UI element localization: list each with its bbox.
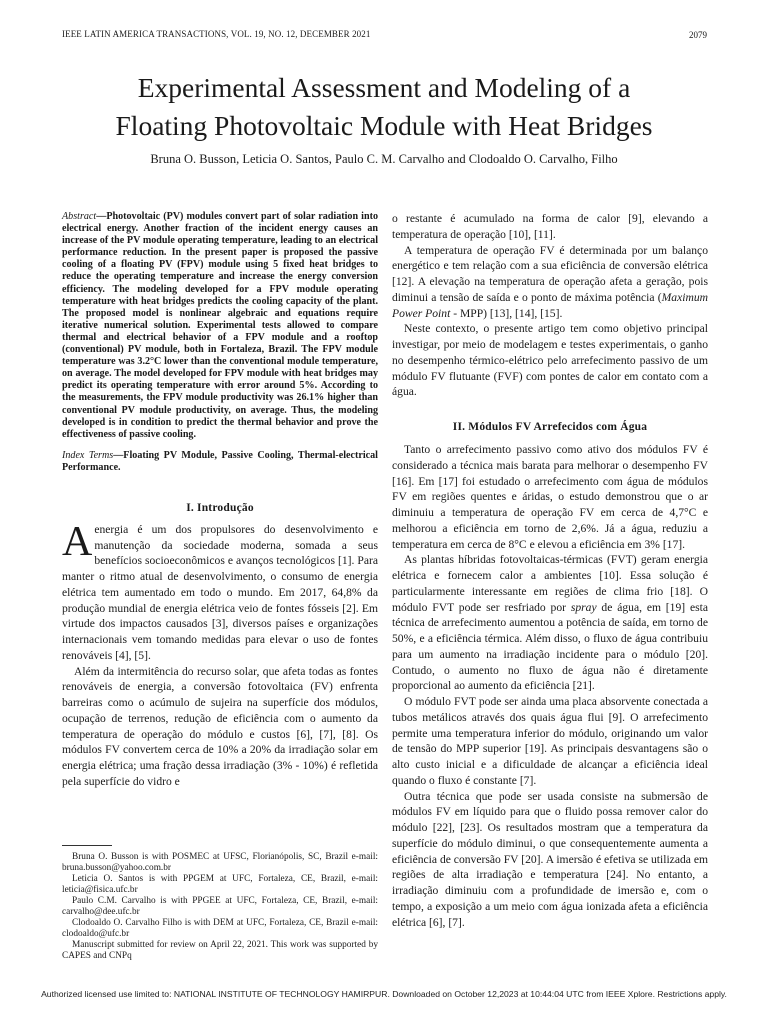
- paragraph-operating-temperature: [392, 243, 708, 322]
- section-heading-water-cooled: II. Módulos FV Arrefecidos com Água: [452, 421, 648, 433]
- paragraph-operating-temperature-em: Maximum Power Point: [392, 290, 708, 320]
- abstract: [62, 211, 378, 441]
- title-line-1: Experimental Assessment and Modeling of a: [137, 72, 631, 103]
- paragraph-operating-temperature-b: - MPP) [13], [14], [15].: [450, 306, 563, 320]
- author-list: Bruna O. Busson, Leticia O. Santos, Paulo C. M. Carvalho and Clodoaldo O. Carvalho, Filho: [150, 152, 618, 166]
- section2-paragraph-2-em: spray: [570, 600, 597, 614]
- paragraph-operating-temperature-a: A temperatura de operação FV é determinada por um balanço energético e tem relação com a sua eficiência de conversão elétrica [12]. A elevação na temperatura de operação afeta a geração, pois diminui a tensão de saída e o ponto de máxima potência (: [392, 243, 708, 304]
- license-notice: Authorized licensed use limited to: NATIONAL INSTITUTE OF TECHNOLOGY HAMIRPUR. Downloaded on October 12,2023 at 10:44:04 UTC from IEEE Xplore. Restrictions apply.: [41, 989, 727, 999]
- section-heading-introduction: I. Introdução: [186, 501, 254, 514]
- left-column: [62, 211, 378, 790]
- footnote-divider: [62, 845, 112, 846]
- abstract-label: Abstract: [62, 211, 97, 222]
- index-terms-label: Index Terms: [62, 449, 114, 461]
- page-number: 2079: [689, 30, 707, 40]
- section2-paragraph-2: [392, 552, 708, 694]
- paragraph-continuation: o restante é acumulado na forma de calor [9], elevando a temperatura de operação [10], [11].: [392, 212, 708, 241]
- index-terms-text: —Floating PV Module, Passive Cooling, Thermal-electrical Performance.: [62, 449, 378, 473]
- abstract-text: —Photovoltaic (PV) modules convert part of solar radiation into electrical energy. Another fraction of the incident energy causes an increase of the PV module operating temperature, leading to an electrical performance reduction. In the present paper is proposed the passive cooling of a floating PV (FPV) module using 5 fixed heat bridges to reduce the operating temperature and increase the energy conversion efficiency. The modeling developed for a FPV module operating temperature with heat bridges predicts the cooling capacity of the plant. The proposed model is nonlinear algebraic and equations require iterative numerical solution. Experimental tests allowed to compare thermal and electrical behavior of a FPV module and a rooftop (conventional) PV module, both in Fortaleza, Brazil. The FPV module temperature was 3.2°C lower than the conventional module temperature, on average. The model developed for FPV module with heat bridges may predict its operating temperature with error around 5%. According to the measurements, the FPV module productivity was 26.1% higher than conventional PV module productivity, on average. Thus, the modeling developed is in condition to predict the thermal behavior and prove the effectiveness of passive cooling.: [62, 211, 378, 440]
- section2-paragraph-2-b: de água, em [19] esta técnica de arrefecimento aumentou a potência de saída, em torno de 50%, e a eficiência térmica. Além disso, o fluxo de água contribuiu para um aumento na irradiação incidente para o módulo [20]. Contudo, o aumento no fluxo de água não é diretamente proporcional ao aumento da eficiência [21].: [392, 600, 708, 693]
- section2-paragraph-2-a: As plantas híbridas fotovoltaicas-térmicas (FVT) geram energia elétrica e fornecem calor a ambientes [10]. Essa solução é particularmente interessante em regiões de clima frio [18]. O módulo FVT pode ser resfriado por: [392, 553, 708, 614]
- dropcap-letter: A: [62, 518, 93, 565]
- intro-paragraph-1-text: energia é um dos propulsores do desenvolvimento e manutenção da sociedade moderna, somada a seus benefícios socioeconômicos e avanços tecnológicos [1]. Para manter o ritmo atual de desenvolvimento, o consumo de energia elétrica tem aumentado em todo o mundo. Em 2017, 64,8% da produção mundial de energia elétrica veio de fontes fósseis [2]. Em virtude dos impactos causados [3], diversos países e organizações internacionais vem tomando medidas para elevar o uso de fontes renováveis [4], [5].: [62, 522, 378, 662]
- section2-paragraph-3: O módulo FVT pode ser ainda uma placa absorvente conectada a tubos metálicos através dos quais água flui [9]. O arrefecimento permite uma temperatura inferior do módulo, originando um valor de tensão do MPP superior [19]. As principais desvantagens são o alto custo inicial e a dificuldade de alcançar a eficiência ideal quando o fluxo é constante [7].: [392, 695, 708, 787]
- footnote-2: Leticia O. Santos is with PPGEM at UFC, Fortaleza, CE, Brazil, e-mail: leticia@fisica.ufc.br: [62, 874, 378, 895]
- footnote-1: Bruna O. Busson is with POSMEC at UFSC, Florianópolis, SC, Brazil e-mail: bruna.busson@yahoo.com.br: [62, 852, 378, 873]
- section2-paragraph-4: Outra técnica que pode ser usada consiste na submersão de módulos FV em líquido para que o fluido possa remover calor do módulo [22], [23]. Os resultados mostram que a temperatura da superfície do módulo diminui, o que consequentemente aumenta a eficiência de conversão FV [20]. A imersão é efetiva se utilizada em regiões de alta irradiação e temperatura [24]. No entanto, a irradiação diminuiu com a profundidade de imersão e, com o tempo, a exposição a um meio com água ionizada afeta a eficiência elétrica [6], [7].: [392, 789, 708, 929]
- paper-title: [0, 69, 768, 145]
- section2-paragraph-1: Tanto o arrefecimento passivo como ativo dos módulos FV é considerado a técnica mais barata para melhorar o desempenho FV [16]. Em [17] foi estudado o arrefecimento com água de módulos FV em regiões quentes e áridas, o estudo demonstrou que o ar diminuiu a temperatura de operação FV em cerca de 4,7°C e melhorou a eficiência em torno de 2,6%. Já a água, reduziu a temperatura em cerca de 8°C e elevou a eficiência em 3% [17].: [392, 443, 708, 551]
- paragraph-context: Neste contexto, o presente artigo tem como objetivo principal investigar, por meio de modelagem e testes experimentais, o ganho no desempenho térmico-elétrico pelo arrefecimento passivo de um módulo FV flutuante (FVF) com pontes de calor em contato com a água.: [392, 322, 708, 399]
- intro-paragraph-2: Além da intermitência do recurso solar, que afeta todas as fontes renováveis de energia, a conversão fotovoltaica (FV) enfrenta barreiras como o acúmulo de sujeira na superfície dos módulos, ocupação de terrenos, redução de eficiência com o aumento da temperatura de operação do módulo e custos [6], [7], [8]. Os módulos FV convertem cerca de 10% a 20% da irradiação solar em energia elétrica; uma fração dessa irradiação (3% - 10%) é refletida pela superfície do vidro e: [62, 664, 378, 788]
- footnote-5: Manuscript submitted for review on April 22, 2021. This work was supported by CAPES and CNPq: [62, 940, 378, 961]
- footnotes: [62, 852, 378, 962]
- footnote-3: Paulo C.M. Carvalho is with PPGEE at UFC, Fortaleza, CE, Brazil, e-mail: carvalho@dee.ufc.br: [62, 896, 378, 917]
- index-terms: [62, 450, 378, 474]
- intro-paragraph-1: [62, 518, 378, 664]
- running-head: IEEE LATIN AMERICA TRANSACTIONS, VOL. 19, NO. 12, DECEMBER 2021: [62, 29, 371, 39]
- title-line-2: Floating Photovoltaic Module with Heat Bridges: [115, 110, 653, 141]
- right-column: [392, 211, 708, 930]
- footnote-4: Clodoaldo O. Carvalho Filho is with DEM at UFC, Fortaleza, CE, Brazil e-mail: clodoaldo@ufc.br: [62, 918, 378, 939]
